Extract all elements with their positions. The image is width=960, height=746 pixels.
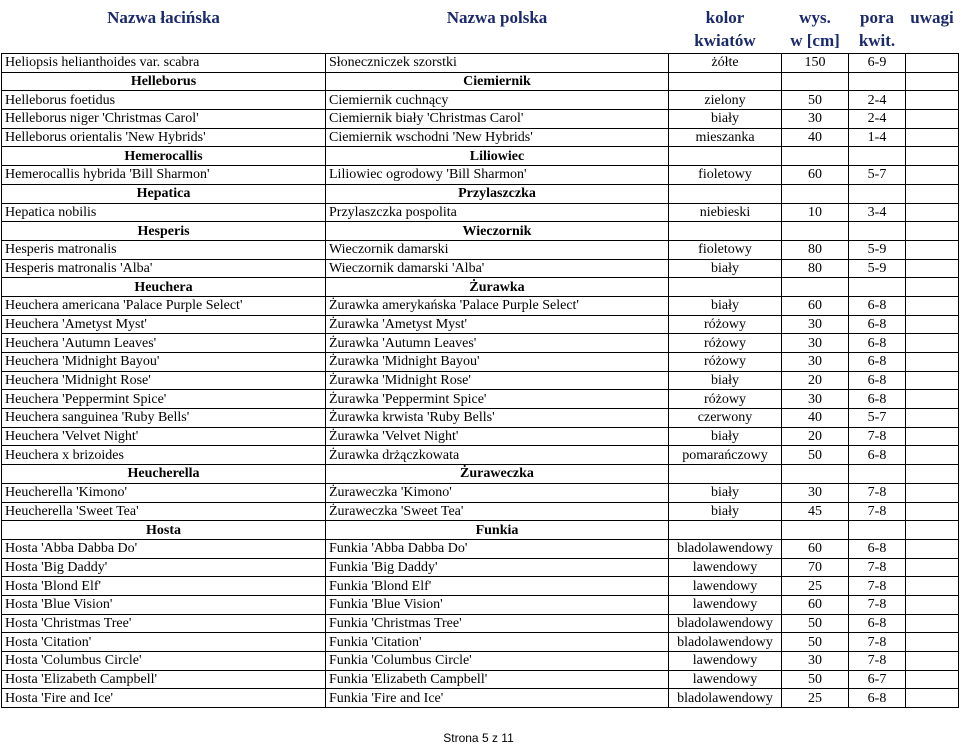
table-row xyxy=(2,110,959,129)
bloom-period-cell: 3-4 xyxy=(849,203,906,222)
flower-color-cell: lawendowy xyxy=(669,595,782,614)
bloom-period-cell: 7-8 xyxy=(849,427,906,446)
bloom-period-cell: 5-9 xyxy=(849,259,906,278)
table-row xyxy=(2,633,959,652)
latin-name-cell: Helleborus foetidus xyxy=(2,91,326,110)
notes-cell xyxy=(906,315,959,334)
bloom-period-cell: 2-4 xyxy=(849,110,906,129)
latin-name-cell: Heliopsis helianthoides var. scabra xyxy=(2,54,326,73)
header-height-cont: w [cm] xyxy=(782,29,849,54)
genus-polish-name: Wieczornik xyxy=(326,222,669,241)
header-notes-cont xyxy=(906,29,959,54)
height-cell: 80 xyxy=(782,240,849,259)
genus-latin-name: Hesperis xyxy=(2,222,326,241)
genus-notes-cell xyxy=(906,147,959,166)
latin-name-cell: Hosta 'Blond Elf' xyxy=(2,577,326,596)
header-notes: uwagi xyxy=(906,6,959,29)
polish-name-cell: Żurawka krwista 'Ruby Bells' xyxy=(326,409,669,428)
genus-polish-name: Żurawka xyxy=(326,278,669,297)
notes-cell xyxy=(906,539,959,558)
genus-row xyxy=(2,147,959,166)
height-cell: 30 xyxy=(782,334,849,353)
notes-cell xyxy=(906,670,959,689)
flower-color-cell: niebieski xyxy=(669,203,782,222)
table-row xyxy=(2,409,959,428)
genus-polish-name: Funkia xyxy=(326,521,669,540)
genus-height-cell xyxy=(782,72,849,91)
bloom-period-cell: 1-4 xyxy=(849,128,906,147)
flower-color-cell: bladolawendowy xyxy=(669,633,782,652)
height-cell: 60 xyxy=(782,539,849,558)
latin-name-cell: Hesperis matronalis 'Alba' xyxy=(2,259,326,278)
bloom-period-cell: 6-8 xyxy=(849,315,906,334)
bloom-period-cell: 6-8 xyxy=(849,614,906,633)
bloom-period-cell: 7-8 xyxy=(849,558,906,577)
polish-name-cell: Funkia 'Big Daddy' xyxy=(326,558,669,577)
polish-name-cell: Żuraweczka 'Sweet Tea' xyxy=(326,502,669,521)
genus-notes-cell xyxy=(906,184,959,203)
header-height: wys. xyxy=(782,6,849,29)
header-row-1 xyxy=(2,6,959,29)
polish-name-cell: Żuraweczka 'Kimono' xyxy=(326,483,669,502)
flower-color-cell: różowy xyxy=(669,390,782,409)
notes-cell xyxy=(906,502,959,521)
height-cell: 150 xyxy=(782,54,849,73)
table-row xyxy=(2,353,959,372)
notes-cell xyxy=(906,633,959,652)
latin-name-cell: Hosta 'Fire and Ice' xyxy=(2,689,326,708)
table-row xyxy=(2,203,959,222)
latin-name-cell: Heucherella 'Sweet Tea' xyxy=(2,502,326,521)
notes-cell xyxy=(906,427,959,446)
genus-height-cell xyxy=(782,465,849,484)
latin-name-cell: Hosta 'Christmas Tree' xyxy=(2,614,326,633)
latin-name-cell: Heuchera 'Midnight Bayou' xyxy=(2,353,326,372)
latin-name-cell: Hosta 'Blue Vision' xyxy=(2,595,326,614)
flower-color-cell: biały xyxy=(669,110,782,129)
genus-color-cell xyxy=(669,147,782,166)
flower-color-cell: bladolawendowy xyxy=(669,614,782,633)
latin-name-cell: Heuchera x brizoides xyxy=(2,446,326,465)
genus-month-cell xyxy=(849,72,906,91)
genus-row xyxy=(2,222,959,241)
polish-name-cell: Żurawka 'Midnight Rose' xyxy=(326,371,669,390)
bloom-period-cell: 6-8 xyxy=(849,371,906,390)
genus-latin-name: Helleborus xyxy=(2,72,326,91)
height-cell: 50 xyxy=(782,446,849,465)
genus-color-cell xyxy=(669,184,782,203)
notes-cell xyxy=(906,577,959,596)
notes-cell xyxy=(906,259,959,278)
flower-color-cell: biały xyxy=(669,502,782,521)
bloom-period-cell: 6-7 xyxy=(849,670,906,689)
polish-name-cell: Funkia 'Citation' xyxy=(326,633,669,652)
height-cell: 40 xyxy=(782,128,849,147)
notes-cell xyxy=(906,353,959,372)
notes-cell xyxy=(906,446,959,465)
table-row xyxy=(2,128,959,147)
flower-color-cell: lawendowy xyxy=(669,652,782,671)
table-row xyxy=(2,296,959,315)
bloom-period-cell: 6-8 xyxy=(849,296,906,315)
table-row xyxy=(2,558,959,577)
height-cell: 60 xyxy=(782,296,849,315)
genus-notes-cell xyxy=(906,465,959,484)
latin-name-cell: Heuchera americana 'Palace Purple Select' xyxy=(2,296,326,315)
latin-name-cell: Heuchera sanguinea 'Ruby Bells' xyxy=(2,409,326,428)
table-row xyxy=(2,315,959,334)
flower-color-cell: bladolawendowy xyxy=(669,539,782,558)
flower-color-cell: pomarańczowy xyxy=(669,446,782,465)
genus-row xyxy=(2,465,959,484)
latin-name-cell: Hosta 'Columbus Circle' xyxy=(2,652,326,671)
notes-cell xyxy=(906,128,959,147)
polish-name-cell: Liliowiec ogrodowy 'Bill Sharmon' xyxy=(326,166,669,185)
height-cell: 25 xyxy=(782,577,849,596)
genus-height-cell xyxy=(782,184,849,203)
genus-month-cell xyxy=(849,222,906,241)
flower-color-cell: czerwony xyxy=(669,409,782,428)
height-cell: 30 xyxy=(782,110,849,129)
bloom-period-cell: 6-8 xyxy=(849,353,906,372)
height-cell: 70 xyxy=(782,558,849,577)
table-row xyxy=(2,371,959,390)
bloom-period-cell: 7-8 xyxy=(849,595,906,614)
header-month: pora xyxy=(849,6,906,29)
flower-color-cell: biały xyxy=(669,259,782,278)
header-latin-name-cont xyxy=(2,29,326,54)
table-row xyxy=(2,240,959,259)
genus-height-cell xyxy=(782,222,849,241)
latin-name-cell: Helleborus orientalis 'New Hybrids' xyxy=(2,128,326,147)
genus-notes-cell xyxy=(906,521,959,540)
table-row xyxy=(2,483,959,502)
genus-month-cell xyxy=(849,465,906,484)
latin-name-cell: Heuchera 'Peppermint Spice' xyxy=(2,390,326,409)
table-header xyxy=(2,6,959,54)
bloom-period-cell: 6-8 xyxy=(849,334,906,353)
latin-name-cell: Heuchera 'Autumn Leaves' xyxy=(2,334,326,353)
genus-height-cell xyxy=(782,521,849,540)
polish-name-cell: Funkia 'Columbus Circle' xyxy=(326,652,669,671)
bloom-period-cell: 6-8 xyxy=(849,689,906,708)
genus-row xyxy=(2,278,959,297)
height-cell: 30 xyxy=(782,483,849,502)
notes-cell xyxy=(906,409,959,428)
polish-name-cell: Żurawka amerykańska 'Palace Purple Select' xyxy=(326,296,669,315)
polish-name-cell: Ciemiernik biały 'Christmas Carol' xyxy=(326,110,669,129)
notes-cell xyxy=(906,558,959,577)
header-row-2 xyxy=(2,29,959,54)
genus-height-cell xyxy=(782,147,849,166)
flower-color-cell: zielony xyxy=(669,91,782,110)
polish-name-cell: Funkia 'Christmas Tree' xyxy=(326,614,669,633)
height-cell: 45 xyxy=(782,502,849,521)
polish-name-cell: Żurawka drżączkowata xyxy=(326,446,669,465)
genus-latin-name: Heuchera xyxy=(2,278,326,297)
bloom-period-cell: 7-8 xyxy=(849,502,906,521)
bloom-period-cell: 7-8 xyxy=(849,577,906,596)
genus-latin-name: Heucherella xyxy=(2,465,326,484)
genus-height-cell xyxy=(782,278,849,297)
bloom-period-cell: 5-7 xyxy=(849,409,906,428)
latin-name-cell: Hosta 'Citation' xyxy=(2,633,326,652)
polish-name-cell: Żurawka 'Velvet Night' xyxy=(326,427,669,446)
flower-color-cell: lawendowy xyxy=(669,670,782,689)
genus-latin-name: Hepatica xyxy=(2,184,326,203)
header-polish-name-cont xyxy=(326,29,669,54)
table-row xyxy=(2,502,959,521)
polish-name-cell: Żurawka 'Peppermint Spice' xyxy=(326,390,669,409)
table-row xyxy=(2,577,959,596)
header-color-cont: kwiatów xyxy=(669,29,782,54)
flower-color-cell: biały xyxy=(669,483,782,502)
flower-color-cell: lawendowy xyxy=(669,558,782,577)
flower-color-cell: żółte xyxy=(669,54,782,73)
latin-name-cell: Hosta 'Big Daddy' xyxy=(2,558,326,577)
height-cell: 60 xyxy=(782,595,849,614)
notes-cell xyxy=(906,689,959,708)
height-cell: 50 xyxy=(782,633,849,652)
table-row xyxy=(2,539,959,558)
genus-polish-name: Liliowiec xyxy=(326,147,669,166)
genus-notes-cell xyxy=(906,72,959,91)
notes-cell xyxy=(906,614,959,633)
flower-color-cell: mieszanka xyxy=(669,128,782,147)
latin-name-cell: Heuchera 'Velvet Night' xyxy=(2,427,326,446)
polish-name-cell: Funkia 'Fire and Ice' xyxy=(326,689,669,708)
notes-cell xyxy=(906,334,959,353)
flower-color-cell: biały xyxy=(669,371,782,390)
table-row xyxy=(2,334,959,353)
bloom-period-cell: 6-8 xyxy=(849,539,906,558)
page-footer xyxy=(0,731,960,745)
table-row xyxy=(2,166,959,185)
genus-latin-name: Hosta xyxy=(2,521,326,540)
genus-polish-name: Ciemiernik xyxy=(326,72,669,91)
polish-name-cell: Funkia 'Abba Dabba Do' xyxy=(326,539,669,558)
notes-cell xyxy=(906,483,959,502)
genus-notes-cell xyxy=(906,222,959,241)
flower-color-cell: bladolawendowy xyxy=(669,689,782,708)
notes-cell xyxy=(906,91,959,110)
header-month-cont: kwit. xyxy=(849,29,906,54)
notes-cell xyxy=(906,371,959,390)
bloom-period-cell: 7-8 xyxy=(849,652,906,671)
polish-name-cell: Żurawka 'Midnight Bayou' xyxy=(326,353,669,372)
bloom-period-cell: 7-8 xyxy=(849,633,906,652)
polish-name-cell: Żurawka 'Autumn Leaves' xyxy=(326,334,669,353)
polish-name-cell: Funkia 'Blond Elf' xyxy=(326,577,669,596)
notes-cell xyxy=(906,390,959,409)
genus-latin-name: Hemerocallis xyxy=(2,147,326,166)
notes-cell xyxy=(906,296,959,315)
genus-month-cell xyxy=(849,278,906,297)
height-cell: 10 xyxy=(782,203,849,222)
height-cell: 50 xyxy=(782,91,849,110)
flower-color-cell: biały xyxy=(669,427,782,446)
polish-name-cell: Funkia 'Elizabeth Campbell' xyxy=(326,670,669,689)
header-color: kolor xyxy=(669,6,782,29)
page-number: Strona 5 z 11 xyxy=(443,731,514,745)
genus-color-cell xyxy=(669,521,782,540)
table-body xyxy=(2,54,959,708)
notes-cell xyxy=(906,203,959,222)
bloom-period-cell: 2-4 xyxy=(849,91,906,110)
table-row xyxy=(2,390,959,409)
flower-color-cell: fioletowy xyxy=(669,240,782,259)
polish-name-cell: Wieczornik damarski xyxy=(326,240,669,259)
flower-color-cell: różowy xyxy=(669,334,782,353)
plant-table xyxy=(1,6,959,708)
header-polish-name: Nazwa polska xyxy=(326,6,669,29)
latin-name-cell: Hosta 'Abba Dabba Do' xyxy=(2,539,326,558)
table-row xyxy=(2,427,959,446)
bloom-period-cell: 7-8 xyxy=(849,483,906,502)
height-cell: 60 xyxy=(782,166,849,185)
latin-name-cell: Hesperis matronalis xyxy=(2,240,326,259)
notes-cell xyxy=(906,110,959,129)
notes-cell xyxy=(906,595,959,614)
height-cell: 30 xyxy=(782,652,849,671)
latin-name-cell: Helleborus niger 'Christmas Carol' xyxy=(2,110,326,129)
height-cell: 20 xyxy=(782,371,849,390)
height-cell: 20 xyxy=(782,427,849,446)
genus-month-cell xyxy=(849,184,906,203)
bloom-period-cell: 6-8 xyxy=(849,446,906,465)
height-cell: 50 xyxy=(782,670,849,689)
flower-color-cell: lawendowy xyxy=(669,577,782,596)
height-cell: 50 xyxy=(782,614,849,633)
polish-name-cell: Wieczornik damarski 'Alba' xyxy=(326,259,669,278)
latin-name-cell: Hosta 'Elizabeth Campbell' xyxy=(2,670,326,689)
polish-name-cell: Słoneczniczek szorstki xyxy=(326,54,669,73)
genus-color-cell xyxy=(669,278,782,297)
table-row xyxy=(2,614,959,633)
genus-color-cell xyxy=(669,465,782,484)
polish-name-cell: Przylaszczka pospolita xyxy=(326,203,669,222)
bloom-period-cell: 5-9 xyxy=(849,240,906,259)
notes-cell xyxy=(906,54,959,73)
polish-name-cell: Ciemiernik wschodni 'New Hybrids' xyxy=(326,128,669,147)
table-row xyxy=(2,595,959,614)
table-row xyxy=(2,446,959,465)
genus-polish-name: Przylaszczka xyxy=(326,184,669,203)
flower-color-cell: różowy xyxy=(669,315,782,334)
notes-cell xyxy=(906,166,959,185)
height-cell: 80 xyxy=(782,259,849,278)
flower-color-cell: różowy xyxy=(669,353,782,372)
bloom-period-cell: 6-8 xyxy=(849,390,906,409)
genus-polish-name: Żuraweczka xyxy=(326,465,669,484)
notes-cell xyxy=(906,240,959,259)
latin-name-cell: Hepatica nobilis xyxy=(2,203,326,222)
table-row xyxy=(2,91,959,110)
polish-name-cell: Żurawka 'Ametyst Myst' xyxy=(326,315,669,334)
latin-name-cell: Heucherella 'Kimono' xyxy=(2,483,326,502)
genus-notes-cell xyxy=(906,278,959,297)
genus-month-cell xyxy=(849,147,906,166)
genus-color-cell xyxy=(669,72,782,91)
polish-name-cell: Ciemiernik cuchnący xyxy=(326,91,669,110)
latin-name-cell: Heuchera 'Midnight Rose' xyxy=(2,371,326,390)
height-cell: 25 xyxy=(782,689,849,708)
flower-color-cell: biały xyxy=(669,296,782,315)
table-row xyxy=(2,54,959,73)
latin-name-cell: Hemerocallis hybrida 'Bill Sharmon' xyxy=(2,166,326,185)
height-cell: 30 xyxy=(782,353,849,372)
flower-color-cell: fioletowy xyxy=(669,166,782,185)
height-cell: 30 xyxy=(782,315,849,334)
genus-row xyxy=(2,521,959,540)
bloom-period-cell: 5-7 xyxy=(849,166,906,185)
genus-row xyxy=(2,184,959,203)
genus-row xyxy=(2,72,959,91)
header-latin-name: Nazwa łacińska xyxy=(2,6,326,29)
genus-color-cell xyxy=(669,222,782,241)
bloom-period-cell: 6-9 xyxy=(849,54,906,73)
height-cell: 30 xyxy=(782,390,849,409)
latin-name-cell: Heuchera 'Ametyst Myst' xyxy=(2,315,326,334)
height-cell: 40 xyxy=(782,409,849,428)
table-row xyxy=(2,259,959,278)
table-row xyxy=(2,670,959,689)
genus-month-cell xyxy=(849,521,906,540)
polish-name-cell: Funkia 'Blue Vision' xyxy=(326,595,669,614)
table-row xyxy=(2,689,959,708)
table-row xyxy=(2,652,959,671)
notes-cell xyxy=(906,652,959,671)
